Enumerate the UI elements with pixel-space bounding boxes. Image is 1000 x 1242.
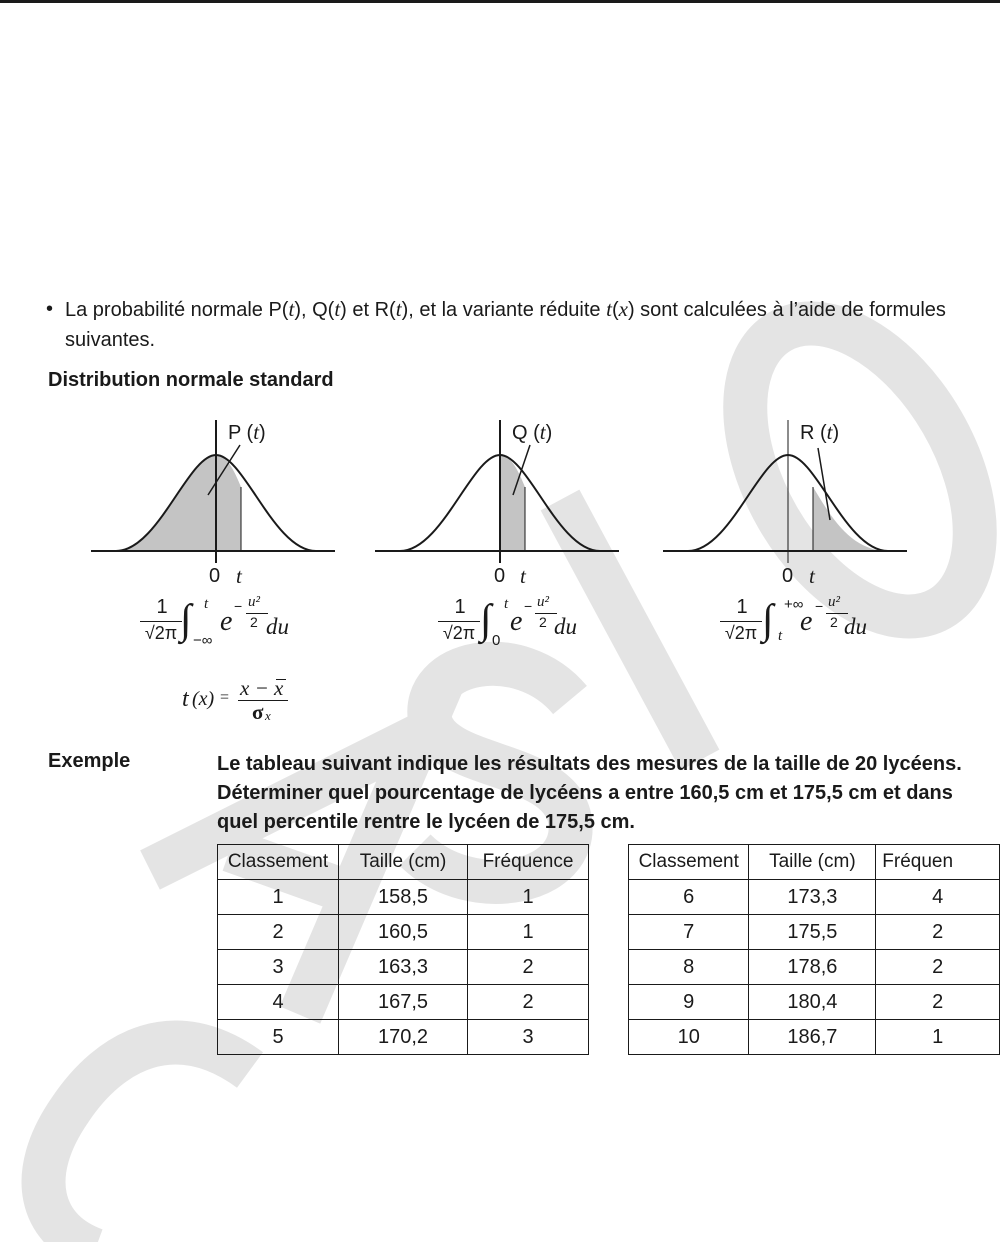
differential: du xyxy=(554,614,577,639)
table-cell: 3 xyxy=(468,1020,589,1055)
table-cell: 178,6 xyxy=(749,950,876,985)
section-heading: Distribution normale standard xyxy=(48,369,334,391)
tx-lhs: t xyxy=(182,686,189,712)
table-cell: 3 xyxy=(218,950,339,985)
axis-t-label: t xyxy=(236,564,242,588)
axis-zero-label: 0 xyxy=(782,565,794,587)
label-letter: Q xyxy=(512,422,528,444)
table-cell: 1 xyxy=(876,1020,1000,1055)
bullet-part: ) et R( xyxy=(340,299,396,321)
table-cell: 2 xyxy=(876,950,1000,985)
bullet-part: ( xyxy=(611,299,619,321)
table-cell: 160,5 xyxy=(339,915,468,950)
integral-sign: ∫ xyxy=(180,597,192,643)
tx-den-sub: x xyxy=(265,708,271,723)
table-cell: 173,3 xyxy=(749,880,876,915)
table-cell: 9 xyxy=(629,985,749,1020)
table-row xyxy=(629,985,1000,1020)
label-var: t xyxy=(539,420,546,444)
table-cell: 175,5 xyxy=(749,915,876,950)
table-row xyxy=(629,915,1000,950)
table-cell: 1 xyxy=(468,915,589,950)
exp-num: u² xyxy=(537,594,549,610)
graph-label-r: R (t) xyxy=(800,420,840,444)
frac-num: 1 xyxy=(454,596,466,618)
exp-base: e xyxy=(220,606,233,637)
table-cell: 4 xyxy=(876,880,1000,915)
axis-t-label: t xyxy=(520,564,526,588)
col-header: Fréquen xyxy=(876,845,1000,880)
table-row xyxy=(629,950,1000,985)
graph-label-q: Q (t) xyxy=(512,420,553,444)
exp-sign: − xyxy=(815,598,824,614)
table-row xyxy=(629,880,1000,915)
integral-sign: ∫ xyxy=(480,597,492,643)
table-cell: 7 xyxy=(629,915,749,950)
frac-num: 1 xyxy=(736,596,748,618)
exp-den: 2 xyxy=(250,614,258,630)
label-var: t xyxy=(253,420,260,444)
axis-t-label: t xyxy=(809,564,815,588)
exp-num: u² xyxy=(828,594,840,610)
upper-limit: t xyxy=(204,596,209,612)
integral-sign: ∫ xyxy=(762,597,774,643)
exp-sign: − xyxy=(234,598,243,614)
upper-limit: t xyxy=(504,596,509,612)
tx-den: σ xyxy=(252,700,264,724)
var-t: t xyxy=(395,297,402,321)
upper-limit: +∞ xyxy=(784,596,804,613)
bullet-part: La probabilité normale P( xyxy=(65,299,289,321)
exp-num: u² xyxy=(248,594,260,610)
table-row xyxy=(629,1020,1000,1055)
differential: du xyxy=(266,614,289,639)
table-cell: 2 xyxy=(876,915,1000,950)
bullet-symbol: • xyxy=(46,298,54,320)
bullet-part: ) sont calculées à l’aide de formules suivantes. xyxy=(65,299,946,351)
graph-label-p: P (t) xyxy=(228,420,266,444)
lower-limit: −∞ xyxy=(193,632,213,649)
table-cell: 2 xyxy=(218,915,339,950)
exp-den: 2 xyxy=(830,614,838,630)
table-cell: 5 xyxy=(218,1020,339,1055)
table-cell: 163,3 xyxy=(339,950,468,985)
table-cell: 2 xyxy=(876,985,1000,1020)
label-letter: P xyxy=(228,422,241,444)
exp-den: 2 xyxy=(539,614,547,630)
lower-limit: t xyxy=(778,628,783,644)
axis-zero-label: 0 xyxy=(494,565,506,587)
var-t: t xyxy=(288,297,295,321)
table-cell: 1 xyxy=(218,880,339,915)
exp-base: e xyxy=(510,606,523,637)
label-var: t xyxy=(826,420,833,444)
bullet-part: ), et la variante réduite xyxy=(401,299,607,321)
tx-num: x − x xyxy=(240,676,284,700)
table-cell: 180,4 xyxy=(749,985,876,1020)
col-header: Classement xyxy=(218,845,339,880)
tx-eq: = xyxy=(220,689,230,706)
lower-limit: 0 xyxy=(492,632,501,649)
differential: du xyxy=(844,614,867,639)
bullet-part: ), Q( xyxy=(294,299,335,321)
table-cell: 6 xyxy=(629,880,749,915)
exp-sign: − xyxy=(524,598,533,614)
label-letter: R xyxy=(800,422,815,444)
table-header-row xyxy=(629,845,1000,880)
var-x: x xyxy=(618,297,628,321)
table-cell: 167,5 xyxy=(339,985,468,1020)
table-cell: 158,5 xyxy=(339,880,468,915)
col-header: Fréquence xyxy=(468,845,589,880)
axis-zero-label: 0 xyxy=(209,565,221,587)
table-cell: 170,2 xyxy=(339,1020,468,1055)
var-t: t xyxy=(334,297,341,321)
table-cell: 1 xyxy=(468,880,589,915)
example-label: Exemple xyxy=(48,750,131,772)
exp-base: e xyxy=(800,606,813,637)
col-header: Classement xyxy=(629,845,749,880)
table-cell: 10 xyxy=(629,1020,749,1055)
var-t: t xyxy=(606,297,612,321)
frac-den: √2π xyxy=(724,623,758,643)
tx-arg: (x) xyxy=(192,688,215,710)
table-cell: 8 xyxy=(629,950,749,985)
frac-den: √2π xyxy=(144,623,178,643)
example-text: Le tableau suivant indique les résultats des mesures de la taille de 20 lycéens. Déterminer quel pourcentage de lycéens a entre 160,5 cm et 175,5 cm et dans quel percentile rentre le lycéen de 175,5 cm. xyxy=(217,753,962,833)
table-cell: 2 xyxy=(468,950,589,985)
col-header: Taille (cm) xyxy=(339,845,468,880)
table-cell: 4 xyxy=(218,985,339,1020)
col-header: Taille (cm) xyxy=(749,845,876,880)
table-cell: 2 xyxy=(468,985,589,1020)
frac-num: 1 xyxy=(156,596,168,618)
table-cell: 186,7 xyxy=(749,1020,876,1055)
frac-den: √2π xyxy=(442,623,476,643)
table-right xyxy=(628,844,1000,1055)
